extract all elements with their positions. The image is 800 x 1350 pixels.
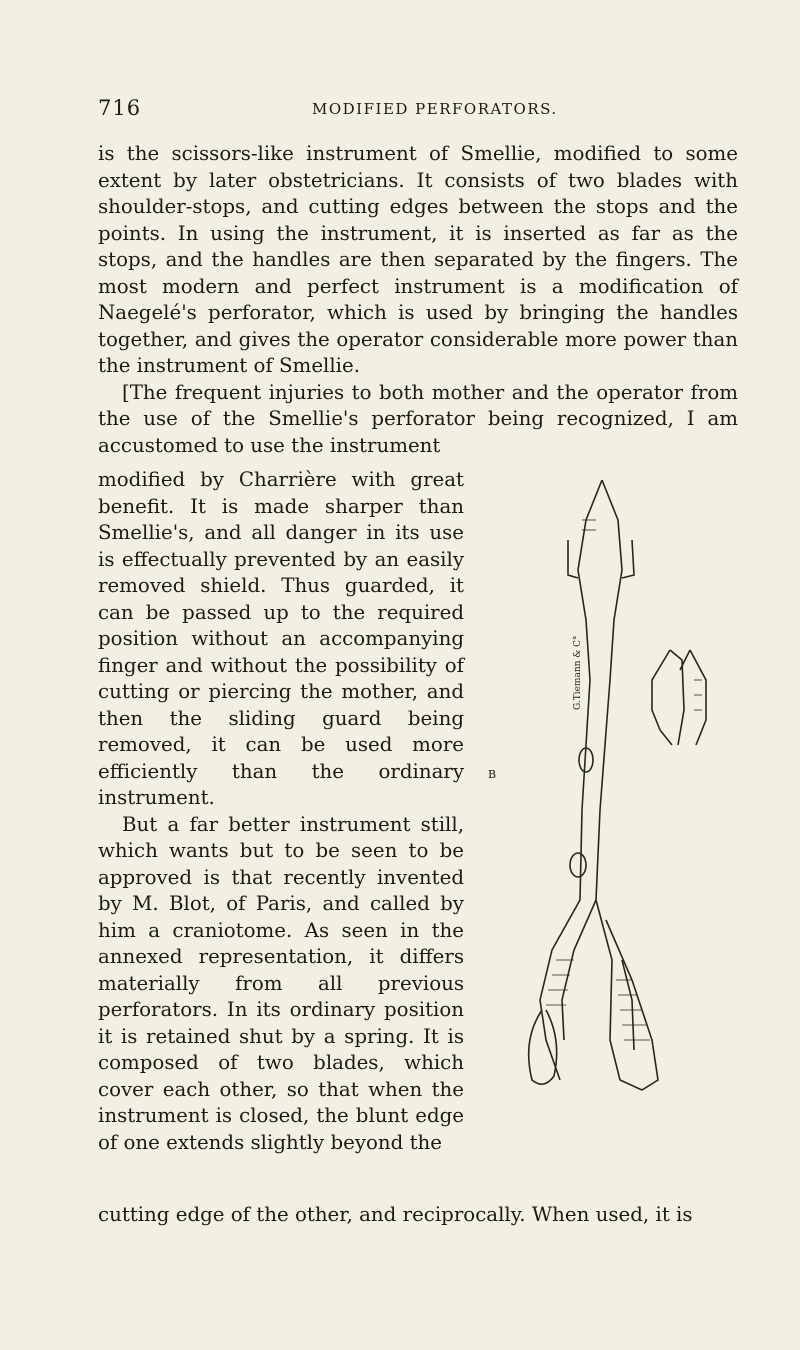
page-header bbox=[98, 96, 738, 120]
full-width-text bbox=[98, 141, 738, 459]
paragraph-frequent-injuries-start: [The frequent injuries to both mother and the operator from the use of the Smellie's perforator being recognized, I am accustomed to use the instrument bbox=[98, 380, 738, 457]
running-head: MODIFIED PERFORATORS. bbox=[312, 100, 558, 118]
figure-letter-b: B bbox=[488, 768, 497, 781]
text-beside-figure bbox=[98, 467, 464, 1156]
closing-line: cutting edge of the other, and reciprocally. When used, it is bbox=[98, 1203, 693, 1226]
craniotome-drawing bbox=[482, 480, 722, 1100]
maker-engraving: G.Tiemann & C° bbox=[573, 635, 583, 710]
paragraph-charriere-continued: modified by Charrière with great benefit. It is made sharper than Smellie's, and all danger in its use is effectually prevented by an easily removed shield. Thus guarded, it can be passed up to the required position without an accompanying finger and without the possibility of cutting or piercing the mother, and then the sliding guard being removed, it can be used more efficiently than the ordinary instrument. bbox=[98, 468, 464, 809]
craniotome-illustration bbox=[482, 480, 722, 1100]
paragraph-blot-craniotome: But a far better instrument still, which wants but to be seen to be approved is that recently invented by M. Blot, of Paris, and called by him a craniotome. As seen in the annexed representation, it differs materially from all previous perforators. In its ordinary position it is retained shut by a spring. It is composed of two blades, which cover each other, so that when the instrument is closed, the blunt edge of one extends slightly beyond the bbox=[98, 812, 464, 1154]
page-number: 716 bbox=[98, 96, 142, 120]
paragraph-smellie-instrument: is the scissors-like instrument of Smellie, modified to some extent by later obstetricians. It consists of two blades with shoulder-stops, and cutting edges between the stops and the points. In using the instrument, it is inserted as far as the stops, and the handles are then separated by the fingers. The most modern and perfect instrument is a modification of Naegelé's perforator, which is used by bringing the handles together, and gives the operator considerable more power than the instrument of Smellie. bbox=[98, 142, 738, 377]
